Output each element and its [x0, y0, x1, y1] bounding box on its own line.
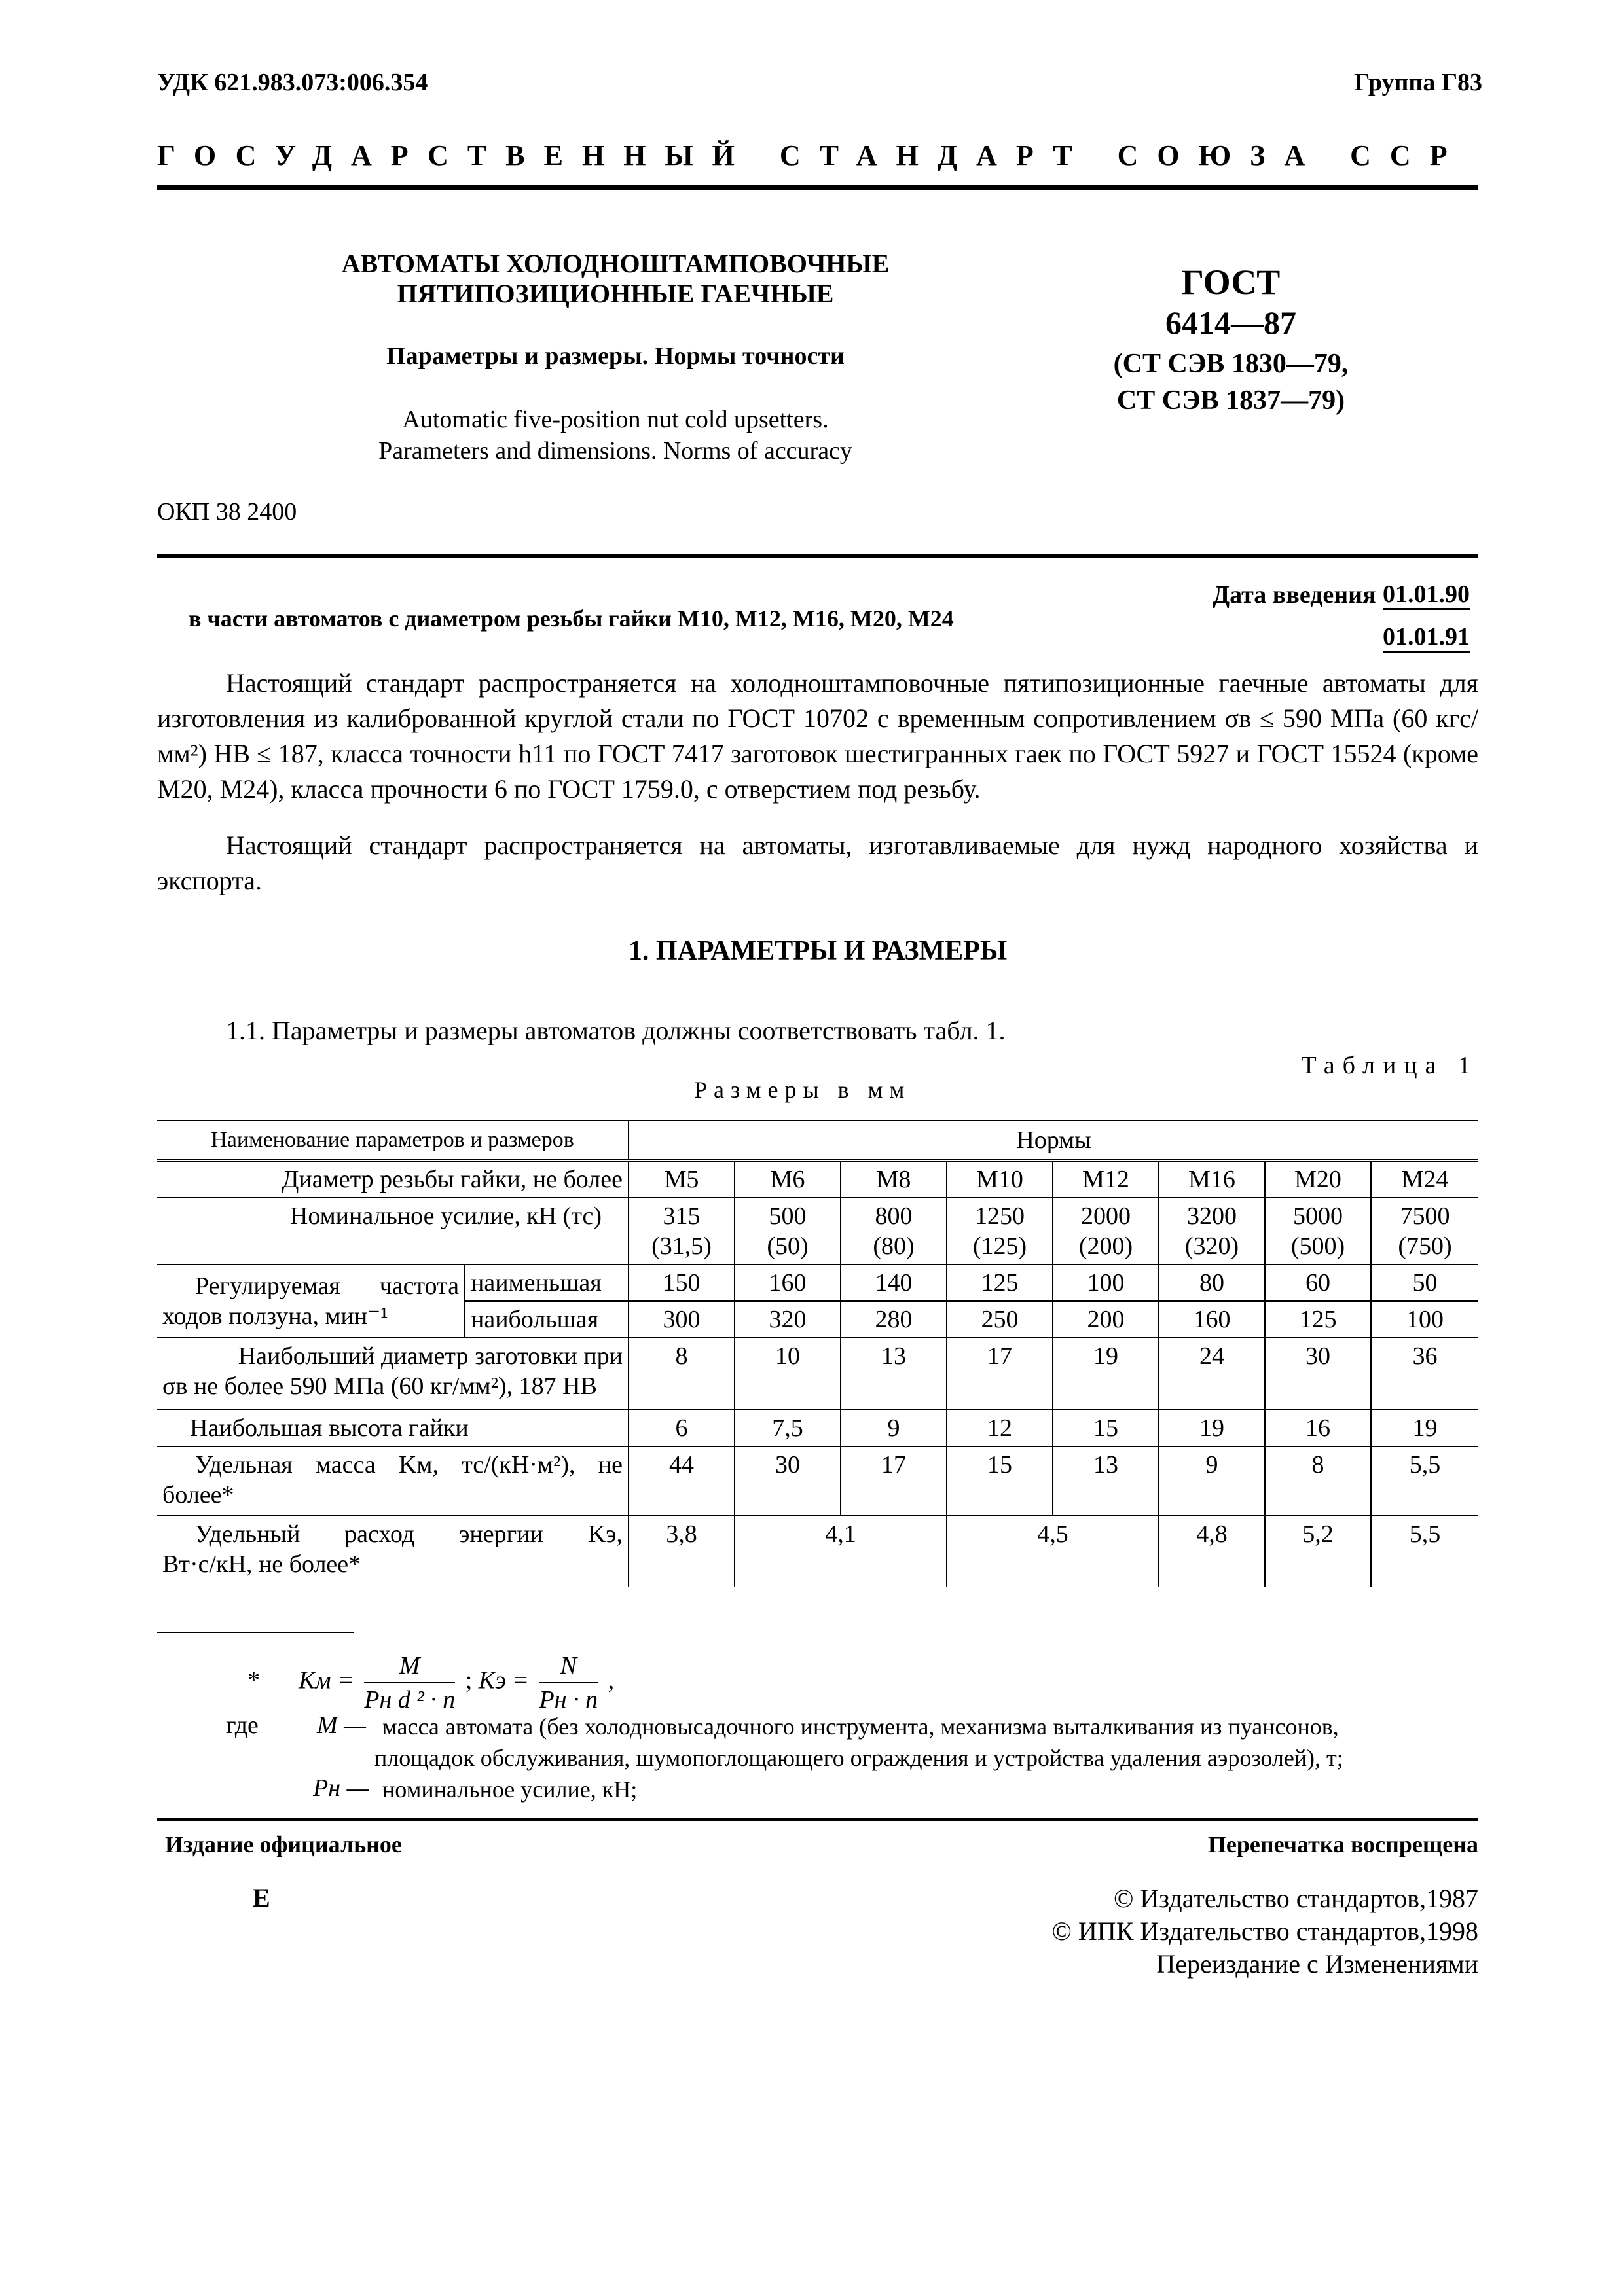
doc-title-line2: ПЯТИПОЗИЦИОННЫЕ ГАЕЧНЫЕ [397, 279, 834, 308]
table-cell: 8 [629, 1338, 735, 1410]
table-cell [629, 1198, 735, 1265]
table-cell: 100 [1053, 1265, 1159, 1301]
table-cell [841, 1198, 947, 1265]
table-cell: 13 [1053, 1446, 1159, 1516]
intro-date-2: 01.01.91 [1383, 623, 1470, 653]
table-cell: 60 [1265, 1265, 1371, 1301]
table-cell: М6 [735, 1160, 841, 1198]
table-row [157, 1410, 1478, 1446]
table-cell [947, 1198, 1053, 1265]
row-label: Номинальное усилие, кН (тс) [157, 1198, 629, 1265]
table-cell: 140 [841, 1265, 947, 1301]
table-cell [1159, 1198, 1265, 1265]
table-cell: 100 [1371, 1301, 1478, 1338]
table-cell: 3,8 [629, 1516, 735, 1587]
force-tc: (80) [873, 1232, 915, 1260]
table-cell: 5,5 [1371, 1446, 1478, 1516]
table-cell: 150 [629, 1265, 735, 1301]
km-fraction [364, 1649, 455, 1716]
force-kn: 2000 [1081, 1202, 1131, 1230]
energy-label-line1: Удельный расход энергии Kэ, [195, 1520, 623, 1548]
table-cell: 10 [735, 1338, 841, 1410]
force-tc: (125) [972, 1232, 1027, 1260]
ke-fraction [539, 1649, 598, 1716]
table-cell: 50 [1371, 1265, 1478, 1301]
m-definition-line1: масса автомата (без холодновысадочного инструмента, механизма выталкивания из пуансонов, [382, 1713, 1339, 1740]
state-standard-banner: ГОСУДАРСТВЕННЫЙ СТАНДАРТ СОЮЗА ССР [157, 139, 1467, 171]
table-cell [1371, 1198, 1478, 1265]
row-label [157, 1516, 629, 1587]
formula-end: , [608, 1666, 615, 1695]
mass-label-line2: более* [162, 1481, 234, 1509]
force-kn: 500 [769, 1202, 807, 1230]
freq-label-line1: Регулируемая частота [195, 1272, 459, 1300]
energy-label-line2: Вт·с/кН, не более* [162, 1551, 361, 1578]
row-label: Диаметр резьбы гайки, не более [157, 1160, 629, 1198]
table-cell: 9 [841, 1410, 947, 1446]
table-cell [735, 1198, 841, 1265]
table-cell: 30 [1265, 1338, 1371, 1410]
table-cell: М8 [841, 1160, 947, 1198]
table-cell: М24 [1371, 1160, 1478, 1198]
table-row [157, 1516, 1478, 1587]
table-cell: 9 [1159, 1446, 1265, 1516]
table-cell: М5 [629, 1160, 735, 1198]
footer-rule [157, 1818, 1478, 1821]
table-cell: 13 [841, 1338, 947, 1410]
table-cell: М20 [1265, 1160, 1371, 1198]
doc-subtitle: Параметры и размеры. Нормы точности [386, 342, 845, 370]
table-cell: 19 [1371, 1410, 1478, 1446]
where-word: где [226, 1712, 259, 1739]
reprint-forbidden: Перепечатка воспрещена [1207, 1831, 1478, 1857]
header-rule [157, 185, 1478, 190]
okp-code: ОКП 38 2400 [157, 498, 297, 526]
table-row [157, 1265, 1478, 1301]
table-cell: 5,5 [1371, 1516, 1478, 1587]
gost-number: 6414—87 [1165, 304, 1296, 341]
row-label: Наибольшая высота гайки [157, 1410, 629, 1446]
table-cell: 17 [947, 1338, 1053, 1410]
clause-1-1: 1.1. Параметры и размеры автоматов должны соответствовать табл. 1. [226, 1016, 1006, 1045]
table-cell: 160 [1159, 1301, 1265, 1338]
p-definition: номинальное усилие, кН; [382, 1776, 638, 1803]
table-cell: 250 [947, 1301, 1053, 1338]
table-cell: 30 [735, 1446, 841, 1516]
row-label [157, 1446, 629, 1516]
intro-paragraph-2-text: Настоящий стандарт распространяется на автоматы, изготавливаемые для нужд народного хозяйства и экспорта. [157, 831, 1478, 895]
force-kn: 5000 [1293, 1202, 1343, 1230]
m-symbol: M — [317, 1712, 366, 1739]
force-kn: 315 [663, 1202, 701, 1230]
force-tc: (750) [1398, 1232, 1452, 1260]
ke-numerator: N [539, 1649, 598, 1683]
sub-label-max: наибольшая [465, 1301, 629, 1338]
force-kn: 800 [875, 1202, 913, 1230]
sev-ref-2: СТ СЭВ 1837—79) [1116, 386, 1345, 416]
footnote-rule [157, 1632, 354, 1633]
table-cell [1053, 1198, 1159, 1265]
section-heading: 1. ПАРАМЕТРЫ И РАЗМЕРЫ [628, 936, 1008, 966]
scope-note: в части автоматов с диаметром резьбы гайки М10, М12, М16, М20, М24 [189, 605, 954, 632]
english-title-line2: Parameters and dimensions. Norms of accuracy [378, 437, 852, 465]
table-cell: 160 [735, 1265, 841, 1301]
table-row [157, 1160, 1478, 1198]
blank-label-line2: σв не более 590 МПа (60 кг/мм²), 187 НВ [162, 1372, 597, 1400]
table-cell: 36 [1371, 1338, 1478, 1410]
km-symbol: Kм = [299, 1666, 354, 1695]
table-units: Размеры в мм [694, 1077, 911, 1103]
table-cell: М16 [1159, 1160, 1265, 1198]
english-title-line1: Automatic five-position nut cold upsetters. [402, 406, 829, 433]
m-definition-line2: площадок обслуживания, шумопоглощающего ограждения и устройства удаления аэрозолей), т; [374, 1745, 1343, 1771]
table-cell: 19 [1159, 1410, 1265, 1446]
table-cell: 80 [1159, 1265, 1265, 1301]
udk-code: УДК 621.983.073:006.354 [157, 69, 428, 96]
table-cell: М12 [1053, 1160, 1159, 1198]
reissue-note: Переиздание с Изменениями [1156, 1949, 1478, 1979]
mass-label-line1: Удельная масса Kм, тс/(кН·м²), не [195, 1451, 623, 1479]
group-code: Группа Г83 [1354, 69, 1482, 96]
header-norms-cell: Нормы [629, 1121, 1478, 1160]
table-cell: 125 [947, 1265, 1053, 1301]
table-cell: 6 [629, 1410, 735, 1446]
table-cell: 7,5 [735, 1410, 841, 1446]
force-tc: (200) [1078, 1232, 1133, 1260]
table-cell: 16 [1265, 1410, 1371, 1446]
table-cell: 4,8 [1159, 1516, 1265, 1587]
intro-date-label: Дата введения [1213, 581, 1376, 609]
table-cell [1265, 1198, 1371, 1265]
sev-ref-1: (СТ СЭВ 1830—79, [1113, 349, 1349, 379]
formula-separator: ; [465, 1666, 473, 1695]
intro-paragraph-2 [157, 828, 1478, 899]
copyright-1987: © Издательство стандартов,1987 [1113, 1884, 1478, 1913]
table-cell: М10 [947, 1160, 1053, 1198]
copyright-1998: © ИПК Издательство стандартов,1998 [1051, 1916, 1478, 1946]
table-row [157, 1446, 1478, 1516]
table-cell: 12 [947, 1410, 1053, 1446]
table-cell: 320 [735, 1301, 841, 1338]
intro-date-1: 01.01.90 [1383, 581, 1470, 610]
table-label: Таблица 1 [1301, 1052, 1478, 1079]
row-label [157, 1265, 465, 1338]
table-cell: 17 [841, 1446, 947, 1516]
table-cell: 125 [1265, 1301, 1371, 1338]
ke-symbol: Kэ = [478, 1666, 530, 1695]
km-denominator: Pн d ² · n [364, 1686, 456, 1713]
p-symbol: Pн — [313, 1774, 369, 1802]
header-param-cell: Наименование параметров и размеров [157, 1121, 629, 1160]
force-tc: (50) [767, 1232, 809, 1260]
blank-label-line1: Наибольший диаметр заготовки при [238, 1342, 623, 1370]
table-cell: 4,1 [735, 1516, 947, 1587]
gost-label: ГОСТ [1181, 262, 1281, 302]
doc-title-line1: АВТОМАТЫ ХОЛОДНОШТАМПОВОЧНЫЕ [341, 249, 890, 278]
table-cell: 8 [1265, 1446, 1371, 1516]
table-row [157, 1338, 1478, 1410]
table-row [157, 1198, 1478, 1265]
force-kn: 1250 [975, 1202, 1025, 1230]
intro-paragraph-1-text: Настоящий стандарт распространяется на холодноштамповочные пятипозиционные гаечные автоматы для изготовления из калиброванной круглой стали по ГОСТ 10702 с временным сопротивлением σв ≤ 590 МПа (60 кгс/мм²) HB ≤ 187, класса точности h11 по ГОСТ 7417 заготовок шестигранных гаек по ГОСТ 5927 и ГОСТ 15524 (кроме М20, М24), класса прочности 6 по ГОСТ 1759.0, с отверстием под резьбу. [157, 668, 1478, 804]
force-kn: 3200 [1187, 1202, 1237, 1230]
force-kn: 7500 [1400, 1202, 1450, 1230]
parameters-table [157, 1120, 1478, 1587]
table-cell: 300 [629, 1301, 735, 1338]
row-label [157, 1338, 629, 1410]
force-tc: (31,5) [651, 1232, 712, 1260]
title-rule [157, 554, 1478, 558]
footnote-formula [247, 1649, 614, 1716]
table-cell: 24 [1159, 1338, 1265, 1410]
table-cell: 19 [1053, 1338, 1159, 1410]
intro-paragraph-1 [157, 666, 1478, 807]
table-cell: 15 [1053, 1410, 1159, 1446]
edition-letter: Е [253, 1883, 270, 1912]
freq-label-line2: ходов ползуна, мин⁻¹ [162, 1302, 388, 1330]
table-cell: 200 [1053, 1301, 1159, 1338]
force-tc: (320) [1184, 1232, 1239, 1260]
table-cell: 280 [841, 1301, 947, 1338]
km-numerator: M [364, 1649, 455, 1683]
force-tc: (500) [1290, 1232, 1345, 1260]
ke-denominator: Pн · n [539, 1686, 598, 1713]
table-cell: 44 [629, 1446, 735, 1516]
table-header-row [157, 1121, 1478, 1160]
official-edition: Издание официальное [165, 1831, 402, 1857]
table-cell: 5,2 [1265, 1516, 1371, 1587]
footnote-star: * [247, 1666, 260, 1695]
table-cell: 4,5 [947, 1516, 1159, 1587]
sub-label-min: наименьшая [465, 1265, 629, 1301]
table-cell: 15 [947, 1446, 1053, 1516]
